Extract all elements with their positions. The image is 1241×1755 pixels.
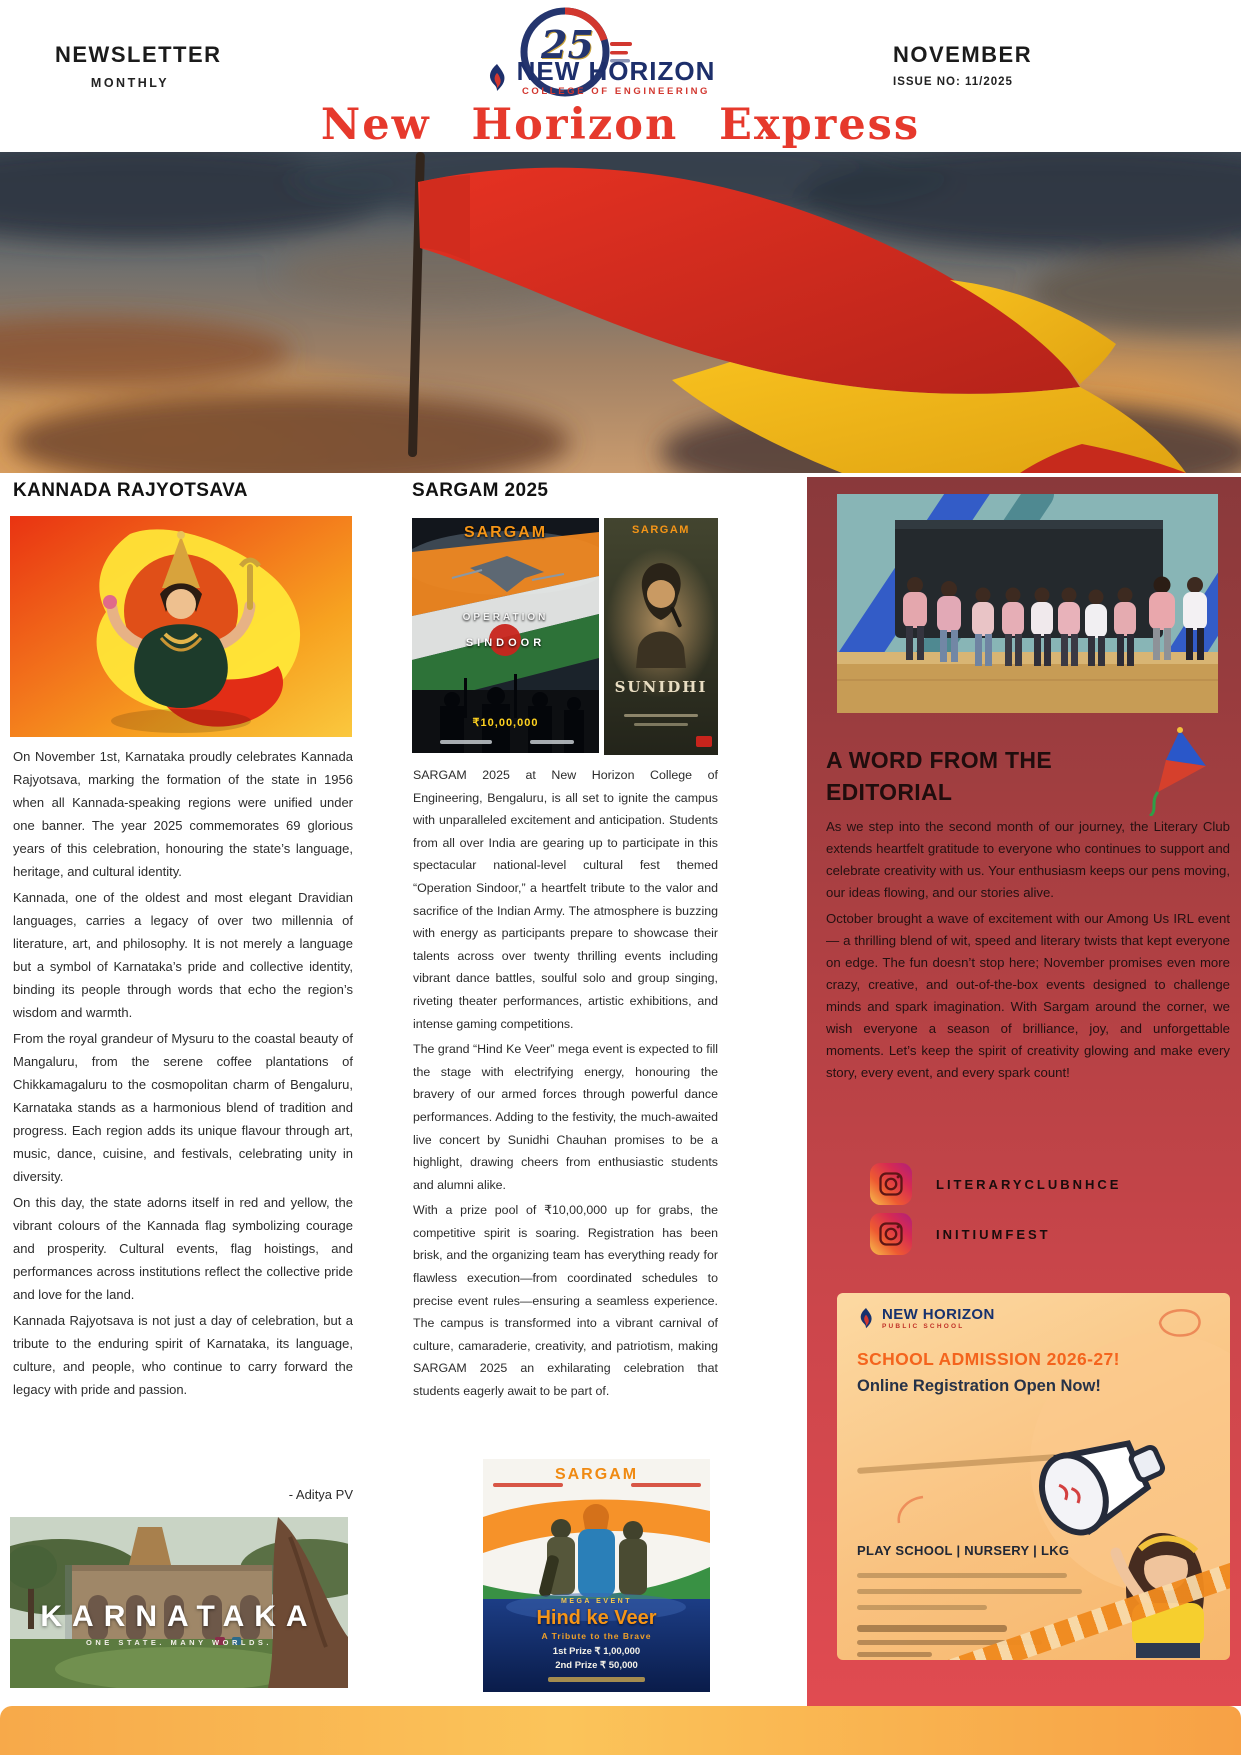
ad-detail-line [857,1605,987,1610]
editorial-body [826,816,1230,1088]
article-paragraph: SARGAM 2025 at New Horizon College of Engineering, Bengaluru, is all set to ignite the campus with unparalleled excitement and anticipation. Students from all over India are gearing up to participate in this spectacular national-level cultural fest themed “Operation Sindoor,” a heartfelt tribute to the valor and sacrifice of the Indian Army. The atmosphere is buzzing with energy as participants prepare to showcase their talents across over twenty thrilling events including vibrant dance battles, soulful solo and group singing, riveting theater performances, artistic exhibitions, and intense gaming competitions. [413,768,718,1031]
poster-sindoor-text: SINDOOR [465,637,546,649]
school-subtitle: PUBLIC SCHOOL [882,1323,965,1330]
frequency-label: MONTHLY [90,76,170,90]
poster-brand-text: SARGAM [554,1466,639,1483]
school-admission-ad [837,1293,1230,1660]
article-paragraph: With a prize pool of ₹10,00,000 up for grabs, the competitive spirit is soaring. Registration has been brisk, and the organizing team has everything ready for flawless execution—from coordinated schedules to precise event rules—ensuring a seamless experience. The campus is transformed into a vibrant carnival of culture, camaraderie, creativity, and patriotism, making SARGAM 2025 an exhilarating celebration that students eagerly await to be part of. [413,1203,718,1399]
issue-number: ISSUE NO: 11/2025 [893,76,1013,88]
kannada-article-body [13,745,353,1404]
poster-mega-event-tag: MEGA EVENT [560,1598,633,1605]
editorial-title [826,744,1166,808]
school-logo [857,1307,995,1330]
editorial-paragraph: As we step into the second month of our journey, the Literary Club extends heartfelt gratitude to everyone who continues to support and celebrate creativity with us. Your enthusiasm keeps our pens moving, our ideas flowing, and our stories alive. [826,819,1230,900]
editorial-title-line2: EDITORIAL [826,779,953,805]
article-paragraph: Kannada Rajyotsava is not just a day of celebration, but a tribute to the enduring spirit of Karnataka, its language, culture, and people, who continue to carry forward the legacy with pride and passion. [13,1313,353,1397]
doodle-scribble-icon [1152,1303,1206,1343]
college-name: NEW HORIZON [516,56,716,86]
poster-hind-title: Hind ke Veer [536,1607,657,1629]
rajyotsava-goddess-image [10,516,352,737]
poster-hind-ke-veer [483,1459,710,1692]
social-link-literaryclub[interactable] [870,1163,1121,1205]
article-paragraph: Kannada, one of the oldest and most elegant Dravidian languages, carries a legacy of over two millennia of literature, art, and philosophy. It is not merely a language but a symbol of Karnataka’s pride and collective identity, binding its people through words that echo the region’s wisdom and warmth. [13,890,353,1020]
flame-icon [485,63,509,93]
social-handle: INITIUMFEST [936,1226,1051,1242]
article-paragraph: From the royal grandeur of Mysuru to the coastal beauty of Mangaluru, from the serene coffee plantations of Chikkamagaluru to the cosmopolitan charm of Bengaluru, Karnataka stands as a harmonious blend of tradition and progress. Each region adds its unique flavour through art, music, dance, cuisine, and festivals, celebrating unity in diversity. [13,1031,353,1184]
instagram-icon [870,1163,912,1205]
poster-sunidhi-concert [604,518,718,755]
poster-brand-text: SARGAM [632,524,690,536]
poster-hind-subtitle: A Tribute to the Brave [541,1631,652,1641]
ad-phone-line [857,1625,1007,1632]
social-link-initiumfest[interactable] [870,1213,1051,1255]
poster-first-prize: 1st Prize ₹ 1,00,000 [552,1646,641,1657]
doodle-arc-icon [889,1489,929,1529]
karnataka-caption-subtitle: ONE STATE. MANY WORLDS. [86,1638,272,1647]
editorial-title-line1: A WORD FROM THE [826,747,1052,773]
footer-bar [0,1706,1241,1755]
ad-headline: SCHOOL ADMISSION 2026-27! [857,1349,1120,1369]
karnataka-caption-title: KARNATAKA [40,1600,318,1633]
school-name: NEW HORIZON [882,1306,995,1323]
editorial-paragraph: October brought a wave of excitement with our Among Us IRL event — a thrilling blend of wit, speed and literary twists that kept everyone on edge. The fun doesn’t stop here; November promises even more crazy, creative, and out-of-the-box events designed to challenge minds and spark imagination. With Sargam around the corner, we wish everyone a season of brilliance, joy, and unforgettable moments. Let’s keep the spirit of creativity glowing and make every story, every event, and every spark count! [826,911,1230,1080]
poster-operation-text: OPERATION [462,612,549,623]
flame-icon [857,1307,875,1330]
sargam-article-body [413,764,718,1406]
college-logo [420,58,780,97]
month-label: NOVEMBER [893,42,1033,67]
poster-sunidhi-name: SUNIDHI [614,678,708,696]
article-paragraph: The grand “Hind Ke Veer” mega event is expected to fill the stage with electrifying energy, honouring the bravery of our armed forces through powerful dance performances. Adding to the festivity, the much-awaited live concert by Sunidhi Chauhan promises to be a highlight, drawing cheers from enthusiastic students and alumni alike. [413,1042,718,1192]
ad-programs-line: PLAY SCHOOL | NURSERY | LKG [857,1543,1070,1558]
article-paragraph: On November 1st, Karnataka proudly celebrates Kannada Rajyotsava, marking the formation of the state in 1956 when all Kannada-speaking regions were unified under one banner. The year 2025 commemorates 69 glorious years of this celebration, honouring the state’s language, heritage, and cultural identity. [13,749,353,879]
literary-club-team-photo [837,494,1218,713]
social-handle: LITERARYCLUBNHCE [936,1176,1122,1192]
poster-second-prize: 2nd Prize ₹ 50,000 [555,1660,638,1671]
poster-date-line [548,1677,645,1682]
poster-prize-text: ₹10,00,000 [472,717,539,729]
poster-brand-text: SARGAM [463,524,548,541]
badge-25-number: 25 [541,22,594,67]
college-subtitle: COLLEGE OF ENGINEERING [521,86,711,97]
article-byline: - Aditya PV [288,1487,353,1502]
instagram-icon [870,1213,912,1255]
article-paragraph: On this day, the state adorns itself in red and yellow, the vibrant colours of the Kannada flag symbolizing courage and prosperity. Cultural events, flag hoistings, and performances across institutions reflect the collective pride and love for the land. [13,1195,353,1302]
kannada-article-title: KANNADA RAJYOTSAVA [13,480,248,501]
masthead-title: New Horizon Express [320,100,921,150]
ad-website-line [857,1652,932,1657]
newsletter-label: NEWSLETTER [55,42,222,67]
karnataka-flag-photo [0,152,1241,473]
ad-subheadline: Online Registration Open Now! [857,1377,1101,1395]
sargam-article-title: SARGAM 2025 [412,480,549,501]
